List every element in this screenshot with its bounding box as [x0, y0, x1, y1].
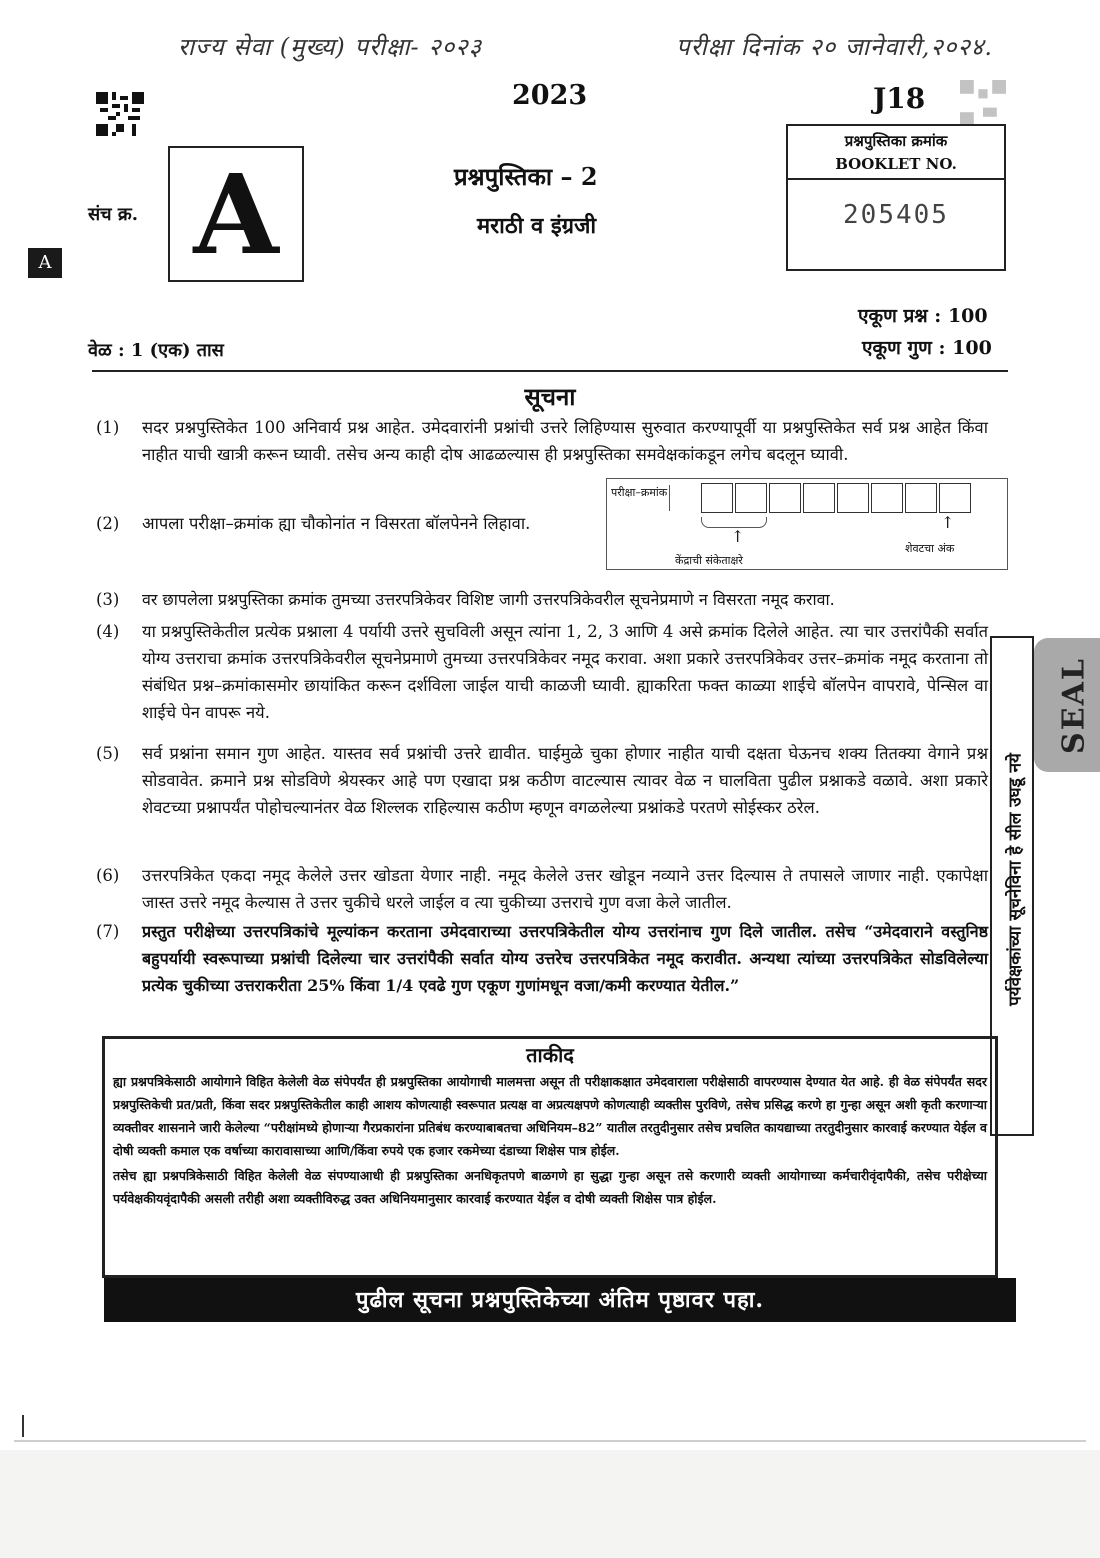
- roll-digit-cell[interactable]: [905, 483, 937, 513]
- instructions-heading: सूचना: [524, 382, 576, 411]
- booklet-number: 205405: [843, 200, 949, 230]
- set-letter-box: A: [168, 146, 304, 282]
- footer-notice: पुढील सूचना प्रश्नपुस्तिकेच्या अंतिम पृष्ठावर पहा.: [104, 1278, 1016, 1322]
- roll-number-cells: [701, 483, 973, 513]
- roll-digit-cell[interactable]: [769, 483, 801, 513]
- booklet-title: प्रश्नपुस्तिका – 2: [454, 162, 598, 191]
- warning-box: [102, 1036, 998, 1278]
- exam-year: 2023: [512, 80, 588, 111]
- roll-number-box: [606, 478, 1008, 570]
- booklet-label-marathi: प्रश्नपुस्तिका क्रमांक: [844, 132, 948, 150]
- roll-digit-cell[interactable]: [871, 483, 903, 513]
- seal-tab[interactable]: [1034, 638, 1100, 772]
- instruction-item: [96, 586, 988, 613]
- instruction-number: (4): [96, 622, 120, 641]
- instruction-number: (5): [96, 744, 120, 763]
- instruction-text: सर्व प्रश्नांना समान गुण आहेत. यास्तव सर्व प्रश्नांची उत्तरे द्यावीत. घाईमुळे चुका होणार नाहीत याची दक्षता घेऊनच शक्य तितक्या वेगाने प्रश्न सोडवावेत. क्रमाने प्रश्न सोडविणे श्रेयस्कर आहे पण एखादा प्रश्न कठीण वाटल्यास त्यावर वेळ न घालविता पुढील प्रश्नाकडे वळावे. अशा प्रकारे शेवटच्या प्रश्नापर्यंत पोहोचल्यानंतर वेळ शिल्लक राहिल्यास कठीण म्हणून वगळलेल्या प्रश्नांकडे परतणे सोईस्कर ठरेल.: [142, 744, 988, 817]
- instruction-text: वर छापलेला प्रश्नपुस्तिका क्रमांक तुमच्या उत्तरपत्रिकेवर विशिष्ट जागी उत्तरपत्रिकेवरील सूचनेप्रमाणे न विसरता नमूद करावा.: [142, 590, 835, 609]
- total-marks: एकूण गुण : 100: [862, 337, 992, 359]
- instruction-item: [96, 510, 616, 537]
- page-edge: [14, 1440, 1086, 1442]
- instruction-number: (7): [96, 922, 120, 941]
- arrow-up-icon: ↑: [941, 513, 955, 532]
- warning-paragraph: तसेच ह्या प्रश्नपत्रिकेसाठी विहित केलेली वेळ संपण्याआधी ही प्रश्नपुस्तिका अनधिकृतपणे बाळगणे हा सुद्धा गुन्हा असून तसे करणारी व्यक्ती आयोगाच्या कर्मचारीवृंदापैकी, तसेच परीक्षेच्या पर्यवेक्षकीयवृंदापैकी असली तरीही अशा व्यक्तीविरुद्ध उक्त अधिनियमानुसार कारवाई करण्यात येईल व दोषी व्यक्ती शिक्षेस पात्र होईल.: [113, 1168, 987, 1206]
- handwritten-exam-date: परीक्षा दिनांक २० जानेवारी,२०२४.: [676, 33, 993, 61]
- booklet-number-box: [786, 124, 1006, 271]
- handwritten-exam-name: राज्य सेवा (मुख्य) परीक्षा- २०२३: [178, 33, 483, 61]
- total-questions: एकूण प्रश्न : 100: [858, 305, 988, 327]
- instruction-text: प्रस्तुत परीक्षेच्या उत्तरपत्रिकांचे मूल्यांकन करताना उमेदवाराच्या उत्तरपत्रिकेतील योग्य उत्तरांनाच गुण दिले जातील. तसेच “उमेदवाराने वस्तुनिष्ठ बहुपर्यायी स्वरूपाच्या प्रश्नांची दिलेल्या चार उत्तरांपैकी सर्वात योग्य उत्तरेच उत्तरपत्रिकेत नमूद करावीत. अन्यथा त्यांच्या उत्तरपत्रिकेत सोडविलेल्या प्रत्येक चुकीच्या उत्तराकरीता 25% किंवा 1/4 एवढे गुण एकूण गुणांमधून वजा/कमी करण्यात येतील.”: [142, 922, 988, 995]
- instruction-text: सदर प्रश्नपुस्तिकेत 100 अनिवार्य प्रश्न आहेत. उमेदवारांनी प्रश्नांची उत्तरे लिहिण्यास सुरुवात करण्यापूर्वी या प्रश्नपुस्तिकेत सर्व प्रश्न आहेत किंवा नाहीत याची खात्री करून घ्यावी. तसेच अन्य काही दोष आढळल्यास ही प्रश्नपुस्तिका समवेक्षकांकडून लगेच बदलून घ्यावी.: [142, 418, 988, 464]
- roll-number-label: परीक्षा–क्रमांक: [611, 485, 670, 511]
- booklet-subject: मराठी व इंग्रजी: [477, 213, 597, 239]
- set-label: संच क्र.: [88, 204, 138, 225]
- qr-watermark-icon: [958, 80, 1008, 126]
- side-set-tab: A: [28, 248, 62, 278]
- warning-title: ताकीद: [526, 1043, 574, 1067]
- roll-digit-cell[interactable]: [701, 483, 733, 513]
- instruction-text: आपला परीक्षा–क्रमांक ह्या चौकोनांत न विसरता बॉलपेनने लिहावा.: [142, 514, 531, 533]
- margin-mark: [22, 1415, 24, 1437]
- seal-label: SEAL: [1056, 657, 1092, 754]
- paper-code: J18: [873, 82, 926, 115]
- instruction-number: (2): [96, 514, 120, 533]
- arrow-up-icon: ↑: [731, 527, 745, 546]
- instruction-number: (3): [96, 590, 120, 609]
- roll-digit-cell[interactable]: [803, 483, 835, 513]
- booklet-label-english: BOOKLET NO.: [835, 155, 957, 173]
- header-divider: [92, 370, 1008, 372]
- instruction-number: (6): [96, 866, 120, 885]
- exam-duration: वेळ : 1 (एक) तास: [88, 340, 224, 361]
- instruction-item: [96, 918, 988, 999]
- instruction-number: (1): [96, 418, 120, 437]
- warning-paragraph: ह्या प्रश्नपत्रिकेसाठी आयोगाने विहित केलेली वेळ संपेपर्यंत ही प्रश्नपुस्तिका आयोगाची मालमत्ता असून ती परीक्षाकक्षात उमेदवाराला परीक्षेसाठी वापरण्यास देण्यात येत आहे. ही वेळ संपेपर्यंत सदर प्रश्नपुस्तिकेची प्रत/प्रती, किंवा सदर प्रश्नपुस्तिकेतील काही आशय कोणत्याही स्वरूपात प्रत्यक्ष वा अप्रत्यक्षपणे कोणत्याही व्यक्तीस पुरविणे, तसेच प्रसिद्ध करणे हा गुन्हा असून अशी कृती करणाऱ्या व्यक्तीवर शासनाने जारी केलेल्या “परीक्षांमध्ये होणाऱ्या गैरप्रकारांना प्रतिबंध करण्याबाबतचा अधिनियम–82” यातील तरतुदीनुसार तसेच प्रचलित कायद्याच्या तरतुदीनुसार कारवाई करण्यात येईल व दोषी व्यक्ती कमाल एक वर्षाच्या कारावासाच्या आणि/किंवा रुपये एक हजार रकमेच्या दंडाच्या शिक्षेस पात्र होईल.: [113, 1074, 987, 1158]
- instruction-item: [96, 414, 988, 468]
- seal-warning-text: पर्यवेक्षकांच्या सूचनेविना हे सील उघडू नये: [1005, 753, 1026, 1006]
- roll-digit-cell[interactable]: [939, 483, 971, 513]
- instruction-item: [96, 740, 988, 821]
- instruction-item: [96, 618, 988, 726]
- instruction-text: उत्तरपत्रिकेत एकदा नमूद केलेले उत्तर खोडता येणार नाही. नमूद केलेले उत्तर खोडून नव्याने उत्तर दिल्यास ते तपासले जाणार नाही. एकापेक्षा जास्त उत्तरे नमूद केल्यास ते उत्तर चुकीचे धरले जाईल व त्या चुकीच्या उत्तराचे गुण वजा केले जातील.: [142, 866, 988, 912]
- last-digit-note: शेवटचा अंक: [905, 542, 955, 555]
- qr-code-icon: [96, 92, 144, 136]
- instruction-text: या प्रश्नपुस्तिकेतील प्रत्येक प्रश्नाला 4 पर्यायी उत्तरे सुचविली असून त्यांना 1, 2, 3 आणि 4 असे क्रमांक दिलेले आहेत. त्या चार उत्तरांपैकी सर्वात योग्य उत्तराचा क्रमांक उत्तरपत्रिकेवरील सूचनेप्रमाणे तुमच्या उत्तरपत्रिकेवर नमूद करावा. अशा प्रकारे उत्तरपत्रिकेवर उत्तर–क्रमांक नमूद करताना तो संबंधित प्रश्न–क्रमांकासमोर छायांकित करून दर्शविला जाईल याची काळजी घ्यावी. ह्याकरिता फक्त काळ्या शाईचे बॉलपेन वापरावे, पेन्सिल वा शाईचे पेन वापरू नये.: [142, 622, 988, 722]
- roll-digit-cell[interactable]: [837, 483, 869, 513]
- center-code-note: केंद्राची संकेताक्षरे: [675, 554, 743, 567]
- instruction-item: [96, 862, 988, 916]
- roll-digit-cell[interactable]: [735, 483, 767, 513]
